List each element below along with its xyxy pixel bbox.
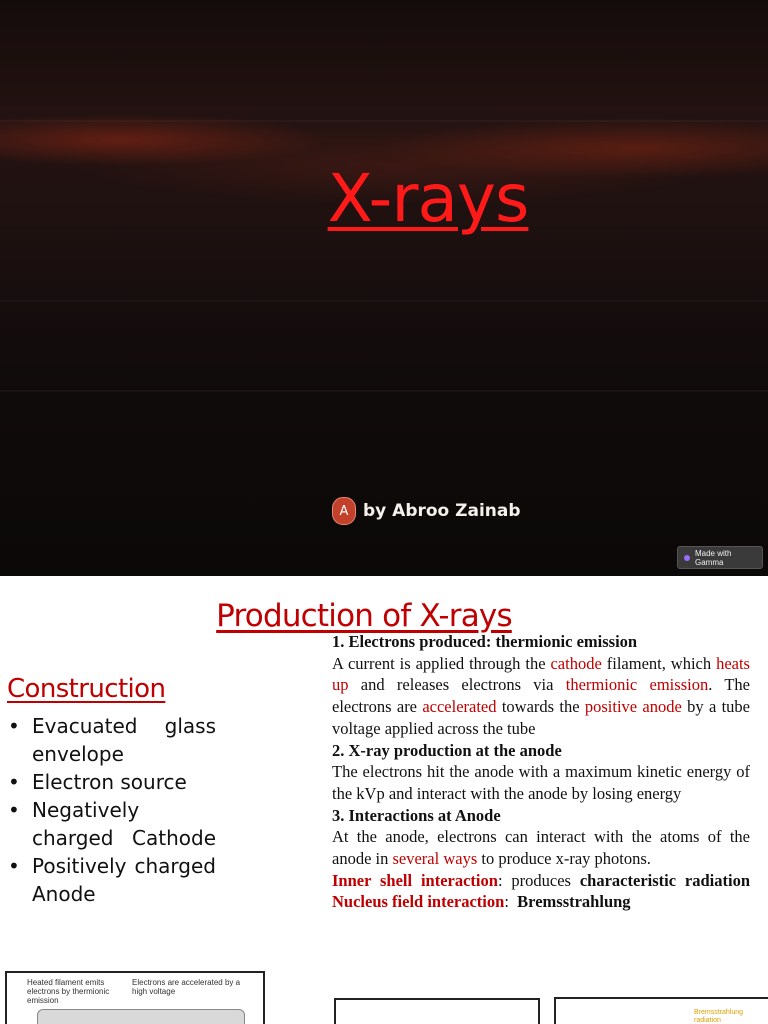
construction-item: • Positively charged Anode bbox=[8, 852, 216, 908]
step1-text-part: and releases electrons via bbox=[348, 675, 566, 695]
term-positive-anode: positive anode bbox=[584, 697, 682, 717]
term-nucleus-field-interaction: Nucleus field interaction bbox=[332, 892, 505, 912]
inner-shell-line bbox=[332, 870, 750, 892]
step2-text: The electrons hit the anode with a maximum kinetic energy of the kVp and interact with the anode by losing energy bbox=[332, 762, 750, 803]
author-name: by Abroo Zainab bbox=[363, 501, 521, 521]
step1-text-part: towards the bbox=[496, 697, 585, 717]
cover-title: X-rays bbox=[327, 160, 529, 237]
step3-text bbox=[332, 826, 750, 869]
step1-text-part: filament, which bbox=[601, 653, 717, 673]
bremsstrahlung-caption: Bremsstrahlung radiation bbox=[694, 1009, 744, 1024]
step1-text bbox=[332, 653, 750, 740]
step1-text-part: . The electrons are bbox=[332, 675, 750, 717]
step1-text-part: by a tube voltage applied across the tube bbox=[332, 697, 750, 738]
term-several-ways: several ways bbox=[392, 849, 478, 869]
nucleus-line bbox=[332, 891, 750, 913]
background-streak bbox=[0, 300, 768, 302]
produces-text: produces bbox=[511, 870, 571, 890]
construction-heading: Construction bbox=[7, 674, 166, 704]
production-steps bbox=[332, 631, 750, 913]
step1-text-part: A current is applied through the bbox=[332, 653, 551, 673]
badge-label: Made with Gamma bbox=[694, 548, 732, 567]
characteristic-radiation: characteristic radiation bbox=[579, 870, 751, 890]
construction-item: • Negatively charged Cathode bbox=[8, 796, 216, 852]
construction-list bbox=[8, 712, 216, 908]
acceleration-caption: Electrons are accelerated by a high voltage bbox=[132, 978, 241, 996]
construction-item: • Evacuated glass envelope bbox=[8, 712, 216, 768]
step3-heading: 3. Interactions at Anode bbox=[332, 805, 501, 825]
slide-title: Production of X-rays bbox=[216, 598, 512, 634]
production-slide bbox=[0, 576, 768, 1024]
step3-text-part: to produce x-ray photons. bbox=[477, 849, 651, 869]
author-avatar: A bbox=[332, 497, 356, 525]
step2-heading: 2. X-ray production at the anode bbox=[332, 740, 562, 760]
author-byline bbox=[332, 497, 521, 525]
colon: : bbox=[504, 892, 509, 912]
filament-caption: Heated filament emits electrons by thermionic emission bbox=[27, 978, 110, 1005]
colon: : bbox=[497, 870, 503, 890]
background-streak bbox=[0, 120, 768, 122]
term-inner-shell-interaction: Inner shell interaction bbox=[332, 870, 498, 890]
bremsstrahlung: Bremsstrahlung bbox=[517, 892, 631, 912]
background-streak bbox=[0, 390, 768, 392]
step3-text-part: At the anode, electrons can interact with the atoms of the anode in bbox=[332, 827, 750, 869]
interaction-diagram bbox=[334, 998, 540, 1024]
gamma-logo-icon bbox=[684, 555, 690, 561]
term-cathode: cathode bbox=[550, 653, 602, 673]
tube-envelope bbox=[37, 1009, 245, 1024]
term-accelerated: accelerated bbox=[422, 697, 497, 717]
term-heats-up: heats up bbox=[332, 653, 750, 695]
term-thermionic-emission: thermionic emission bbox=[565, 675, 709, 695]
step1-heading: 1. Electrons produced: thermionic emission bbox=[332, 632, 638, 651]
bremsstrahlung-diagram bbox=[554, 997, 768, 1024]
construction-item: • Electron source bbox=[8, 768, 216, 796]
made-with-gamma-badge[interactable] bbox=[677, 546, 763, 569]
xray-tube-diagram bbox=[5, 971, 265, 1024]
